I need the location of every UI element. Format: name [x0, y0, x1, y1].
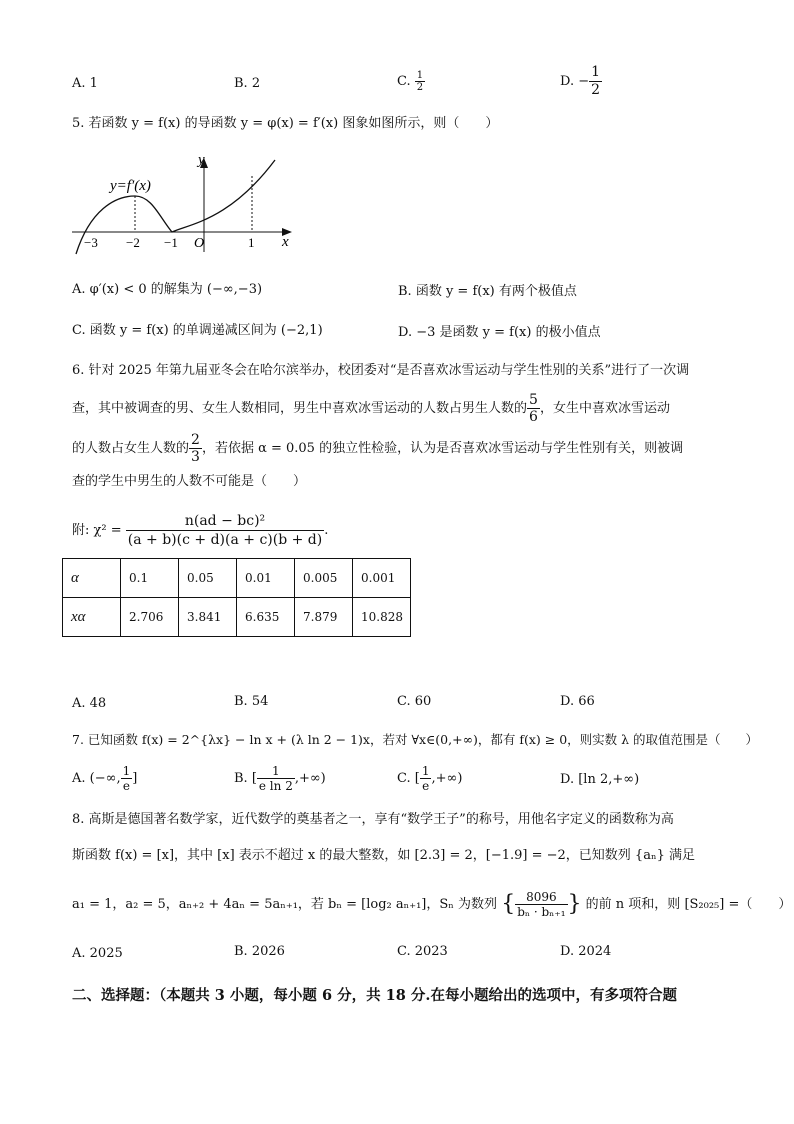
x-axis-label: x	[282, 234, 289, 250]
q4-option-b: B. 2	[234, 76, 261, 91]
q6-line-1: 6. 针对 2025 年第九届亚冬会在哈尔滨举办，校团委对“是否喜欢冰雪运动与学生性别的关系”进行了一次调	[72, 363, 690, 378]
q5-option-a: A. φ′(x) < 0 的解集为 (−∞,−3)	[72, 282, 263, 297]
q4-option-d: D. − $\frac{1}{2}$	[560, 64, 601, 98]
y-axis-label: y	[198, 152, 205, 168]
q6-option-c: C. 60	[397, 694, 432, 709]
tick-neg2: −2	[126, 235, 140, 250]
q8-option-a: A. 2025	[72, 946, 123, 961]
table-cell: 0.1	[121, 559, 179, 598]
q5-option-b: B. 函数 y = f(x) 有两个极值点	[398, 284, 577, 299]
tick-neg3: −3	[84, 235, 98, 250]
table-cell: 2.706	[121, 598, 179, 637]
q6-option-a: A. 48	[72, 696, 107, 711]
tick-neg1: −1	[164, 235, 178, 250]
q8-option-d: D. 2024	[560, 944, 612, 959]
table-cell: 0.01	[237, 559, 295, 598]
q7-option-c: C. [ $\frac{1}{e}$ ,+∞)	[397, 764, 463, 793]
table-cell: 6.635	[237, 598, 295, 637]
q5-option-d: D. −3 是函数 y = f(x) 的极小值点	[398, 325, 601, 340]
table-row	[63, 559, 411, 598]
q6-option-b: B. 54	[234, 694, 269, 709]
tick-1: 1	[248, 235, 255, 250]
q8-line-1: 8. 高斯是德国著名数学家，近代数学的奠基者之一，享有“数学王子”的称号，用他名字定义的函数称为高	[72, 812, 674, 827]
curve-label: y=f′(x)	[110, 178, 151, 194]
table-cell: 7.879	[295, 598, 353, 637]
table-row	[63, 598, 411, 637]
q8-option-c: C. 2023	[397, 944, 448, 959]
critical-value-table	[62, 558, 411, 637]
section-2-heading: 二、选择题：（本题共 3 小题，每小题 6 分，共 18 分.在每小题给出的选项中，有多项符合题	[72, 987, 677, 1004]
q7-option-a: A. (−∞, $\frac{1}{e}$ ]	[72, 764, 138, 793]
table-cell: xα	[63, 598, 121, 637]
origin-label: O	[194, 236, 205, 251]
table-cell: 3.841	[179, 598, 237, 637]
q6-option-d: D. 66	[560, 694, 595, 709]
q6-line-3: 的人数占女生人数的 $\frac{2}{3}$ ，若依据 α = 0.05 的独立性检验，认为是否喜欢冰雪运动与学生性别有关，则被调	[72, 432, 684, 465]
table-cell: 0.005	[295, 559, 353, 598]
q5-derivative-graph	[70, 150, 300, 255]
q8-line-2: 斯函数 f(x) = [x]，其中 [x] 表示不超过 x 的最大整数，如 [2.3] = 2，[−1.9] = −2，已知数列 {aₙ} 满足	[72, 848, 695, 863]
q7-stem: 7. 已知函数 f(x) = 2^{λx} − ln x + (λ ln 2 − 1)x，若对 ∀x∈(0,+∞)，都有 f(x) ≥ 0，则实数 λ 的取值范围是（ ）	[72, 732, 759, 747]
table-cell: α	[63, 559, 121, 598]
q6-formula: 附: χ² = $\frac{\text{n(ad − bc)²}}{(a + b)(c + d)(a + c)(b + d)}$ .	[72, 513, 329, 548]
table-cell: 0.001	[353, 559, 411, 598]
q5-stem: 5. 若函数 y = f(x) 的导函数 y = φ(x) = f′(x) 图象如图所示，则（ ）	[72, 116, 499, 131]
table-cell: 10.828	[353, 598, 411, 637]
q4-option-a: A. 1	[72, 76, 98, 91]
q6-line-4: 查的学生中男生的人数不可能是（ ）	[72, 474, 307, 489]
table-cell: 0.05	[179, 559, 237, 598]
q7-option-b: B. [ $\frac{1}{\text{e ln 2}}$ ,+∞)	[234, 764, 326, 793]
q5-option-c: C. 函数 y = f(x) 的单调递减区间为 (−2,1)	[72, 323, 323, 338]
q6-line-2: 查，其中被调查的男、女生人数相同，男生中喜欢冰雪运动的人数占男生人数的 $\frac{5}{6}$ ，女生中喜欢冰雪运动	[72, 392, 670, 425]
q4-option-c: C. $\frac{1}{2}$	[397, 70, 424, 93]
q8-option-b: B. 2026	[234, 944, 285, 959]
q8-line-3: a₁ = 1，a₂ = 5，aₙ₊₂ + 4aₙ = 5aₙ₊₁，若 bₙ = [log₂ aₙ₊₁]，Sₙ 为数列 { $\frac{8096}{\text{bₙ · bₙ₊₁}}$ } 的前 n 项和，则 [S₂₀₂₅] =（ ）	[72, 890, 792, 919]
q7-option-d: D. [ln 2,+∞)	[560, 772, 640, 787]
